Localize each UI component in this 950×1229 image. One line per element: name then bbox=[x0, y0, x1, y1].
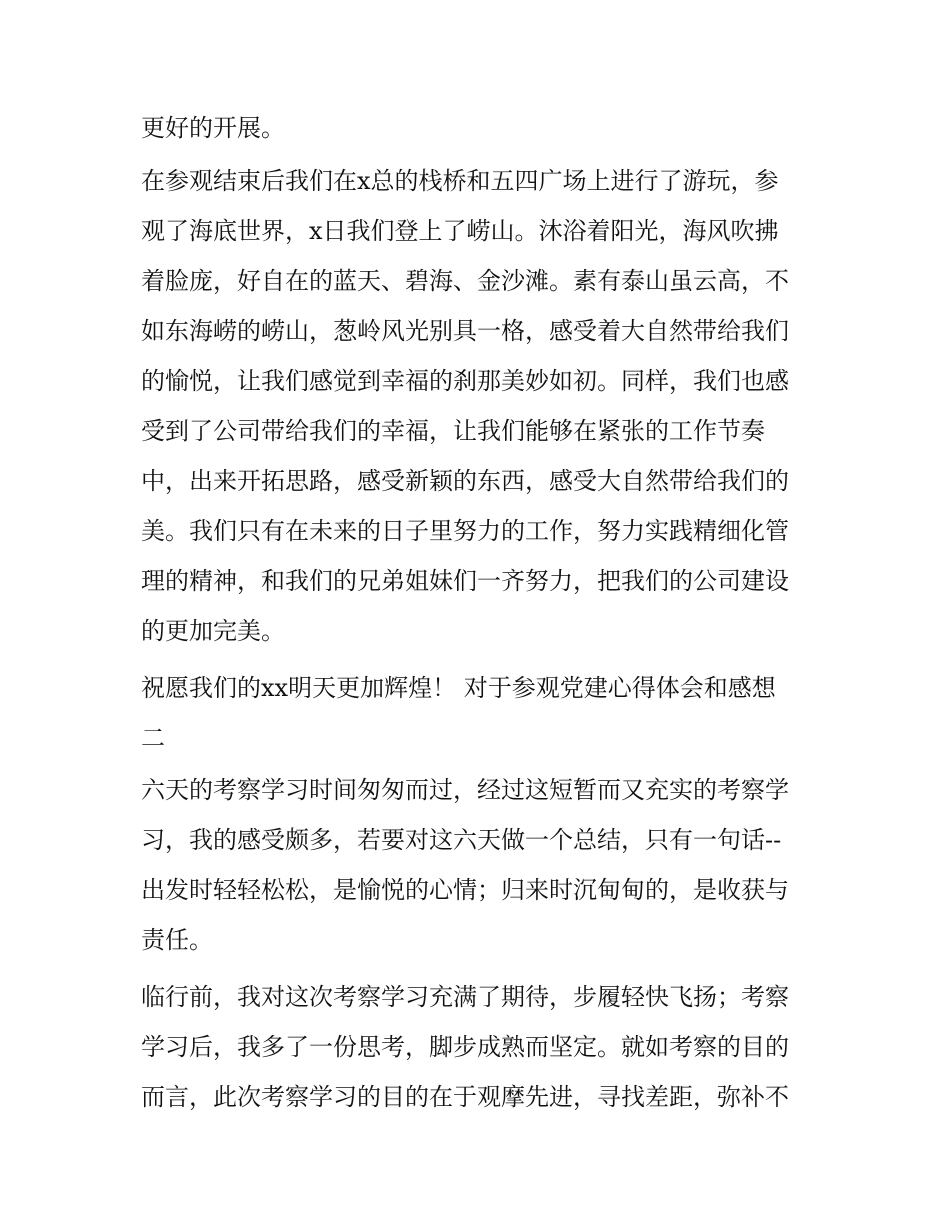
text-line: 临行前，我对这次考察学习充满了期待，步履轻快飞扬；考察 bbox=[141, 983, 789, 1011]
text-line: 更好的开展。 bbox=[141, 114, 285, 142]
text-line: 祝愿我们的xx明天更加辉煌！ 对于参观党建心得体会和感想 bbox=[141, 674, 776, 702]
text-line: 习，我的感受颇多，若要对这六天做一个总结，只有一句话-- bbox=[141, 826, 782, 854]
text-line: 的更加完美。 bbox=[141, 617, 285, 645]
text-line: 观了海底世界，x日我们登上了崂山。沐浴着阳光，海风吹拂 bbox=[141, 217, 779, 245]
text-line: 责任。 bbox=[141, 926, 213, 954]
text-line: 如东海崂的崂山，葱岭风光别具一格，感受着大自然带给我们 bbox=[141, 317, 789, 345]
text-line: 六天的考察学习时间匆匆而过，经过这短暂而又充实的考察学 bbox=[141, 776, 789, 804]
text-line: 而言，此次考察学习的目的在于观摩先进，寻找差距，弥补不 bbox=[141, 1083, 789, 1111]
text-line: 二 bbox=[141, 724, 165, 752]
text-line: 在参观结束后我们在x总的栈桥和五四广场上进行了游玩，参 bbox=[141, 167, 779, 195]
text-line: 学习后，我多了一份思考，脚步成熟而坚定。就如考察的目的 bbox=[141, 1033, 789, 1061]
text-line: 的愉悦，让我们感觉到幸福的刹那美妙如初。同样，我们也感 bbox=[141, 367, 789, 395]
text-line: 着脸庞，好自在的蓝天、碧海、金沙滩。素有泰山虽云高，不 bbox=[141, 267, 789, 295]
text-line: 中，出来开拓思路，感受新颖的东西，感受大自然带给我们的 bbox=[141, 467, 789, 495]
text-line: 出发时轻轻松松，是愉悦的心情；归来时沉甸甸的，是收获与 bbox=[141, 876, 789, 904]
text-line: 受到了公司带给我们的幸福，让我们能够在紧张的工作节奏 bbox=[141, 417, 765, 445]
text-line: 理的精神，和我们的兄弟姐妹们一齐努力，把我们的公司建设 bbox=[141, 567, 789, 595]
text-line: 美。我们只有在未来的日子里努力的工作，努力实践精细化管 bbox=[141, 517, 789, 545]
